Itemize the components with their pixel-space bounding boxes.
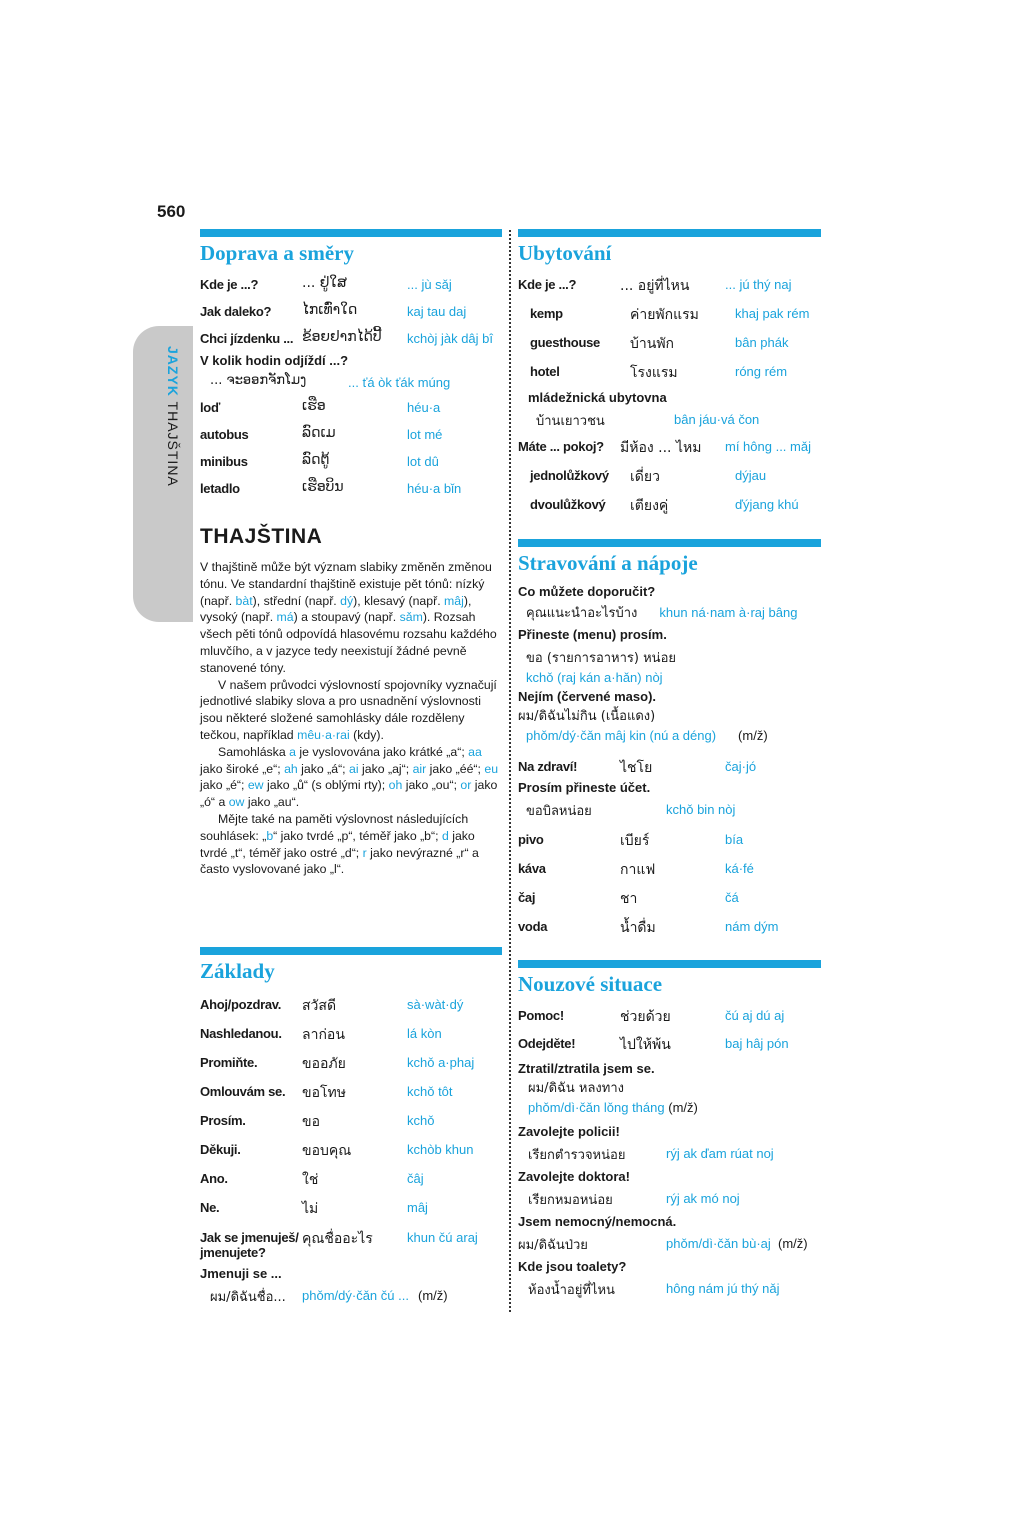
thai-text: ผม/ดิฉันป่วย	[518, 1238, 588, 1253]
stravovani-menu: Přineste (menu) prosím.	[518, 627, 667, 642]
stravovani-recommend-row	[518, 601, 821, 625]
pronunciation: lot dû	[407, 454, 439, 469]
czech-phrase: Kde je ...?	[200, 277, 259, 292]
zaklady-name-question	[200, 1226, 502, 1264]
czech-phrase: káva	[518, 861, 546, 876]
thajstina-heading: THAJŠTINA	[200, 525, 323, 548]
pronunciation: kchǒ bin nòj	[666, 802, 736, 817]
stravovani-menu-pron	[518, 668, 821, 687]
pronunciation: khun čú araj	[407, 1230, 478, 1245]
thai-text: ขอบิลหน่อย	[526, 804, 592, 819]
room-row	[518, 463, 821, 492]
pronunciation: rýj ak mó noj	[666, 1191, 740, 1206]
thai-text: ชา	[620, 891, 638, 907]
text-segment: jako „á“;	[297, 761, 350, 776]
text-segment: jako „é“;	[200, 778, 248, 793]
section-bar	[518, 229, 821, 237]
pronunciation: čú aj dú aj	[725, 1008, 785, 1023]
pronunciation: kchǒ tôt	[407, 1084, 453, 1099]
section-ubytovani	[518, 229, 821, 521]
phrase-row	[518, 1003, 821, 1031]
section-zaklady	[200, 947, 502, 1307]
thai-text: โรงแรม	[630, 365, 678, 381]
thai-text: ເຮືອບິນ	[302, 479, 344, 495]
pronunciation: phǒm/dì·čǎn bù·aj	[666, 1236, 771, 1251]
text-segment: Samohláska	[218, 744, 290, 759]
czech-phrase: Máte ... pokoj?	[518, 439, 604, 454]
czech-phrase: Omlouvám se.	[200, 1084, 286, 1099]
thai-text: ผม/ดิฉันไม่กิน (เนื้อแดง)	[518, 709, 656, 724]
gender-note: (m/ž)	[668, 1100, 698, 1115]
thai-text: ผม/ดิฉันชื่อ...	[210, 1290, 286, 1305]
phrase-row	[200, 992, 502, 1021]
czech-phrase: kemp	[530, 306, 563, 321]
section-title-nouzove: Nouzové situace	[518, 972, 663, 996]
thai-text: เรียกหมอหน่อย	[528, 1193, 613, 1208]
text-segment: (kdy).	[349, 727, 384, 742]
czech-phrase: Prosím.	[200, 1113, 246, 1128]
pronunciation: phǒm/dý·čǎn čú ...	[302, 1288, 409, 1303]
phrase-row	[200, 1050, 502, 1079]
czech-phrase: letadlo	[200, 481, 240, 496]
stravovani-menu-thai	[518, 648, 821, 668]
thai-text: เตียงคู่	[630, 498, 669, 514]
thai-text: ເຮືອ	[302, 398, 326, 414]
nouzove-police: Zavolejte policii!	[518, 1124, 620, 1139]
thai-text: เดี่ยว	[630, 469, 660, 485]
stravovani-meat-pron	[518, 726, 821, 754]
thai-text: ขอ	[302, 1114, 320, 1130]
thai-text: ລົດເມ	[302, 425, 336, 441]
phrase-row	[200, 1166, 502, 1195]
text-segment: V našem průvodci výslovností spojovníky vyznačují jednotlivé slabiky slova a pro usnadnění výslovnosti jsou některé složené samohlásky dále rozděleny tečkou, například	[200, 677, 497, 742]
nouzove-lost-thai	[518, 1078, 821, 1098]
pronunciation: héu·a bǐn	[407, 481, 462, 496]
text-segment: jako „ó“ a	[200, 778, 498, 810]
pronunciation-example: oh	[388, 778, 403, 793]
pronunciation: nám dým	[725, 919, 779, 934]
drink-row	[518, 827, 821, 856]
czech-phrase: jednolůžkový	[530, 468, 609, 483]
nouzove-doctor-row	[518, 1186, 821, 1212]
phrase-row	[200, 1079, 502, 1108]
pronunciation-example: dý	[340, 593, 354, 608]
section-thajstina	[200, 525, 500, 878]
side-tab	[133, 326, 193, 622]
thai-text: เรียกตำรวจหน่อย	[528, 1148, 626, 1163]
thai-text: มีห้อง ... ไหม	[620, 440, 702, 456]
pronunciation: khaj pak rém	[735, 306, 810, 321]
czech-phrase: Odejděte!	[518, 1036, 576, 1051]
section-title-zaklady: Základy	[200, 959, 275, 983]
czech-phrase: autobus	[200, 427, 249, 442]
side-tab-accent: JAZYK	[165, 346, 181, 397]
czech-phrase: Nashledanou.	[200, 1026, 282, 1041]
thai-text: กาแฟ	[620, 862, 656, 878]
gender-note: (m/ž)	[418, 1288, 448, 1303]
thai-text: ลาก่อน	[302, 1027, 345, 1043]
pronunciation: bân jáu·vá čon	[674, 412, 760, 427]
pronunciation: čâj	[407, 1171, 424, 1186]
vehicle-row	[200, 395, 502, 422]
czech-phrase: loď	[200, 400, 220, 415]
czech-phrase: voda	[518, 919, 548, 934]
pronunciation: ká·fé	[725, 861, 754, 876]
vehicle-row	[200, 476, 502, 503]
czech-phrase: pivo	[518, 832, 544, 847]
czech-phrase: Promiňte.	[200, 1055, 258, 1070]
text-segment: jako „au“.	[244, 795, 300, 810]
zaklady-name-answer: Jmenuji se ...	[200, 1266, 282, 1281]
pronunciation: mâj	[407, 1200, 428, 1215]
pronunciation-example: ai	[349, 761, 359, 776]
pronunciation: ... jù sǎj	[407, 277, 452, 292]
pronunciation: bân phák	[735, 335, 789, 350]
text-segment: jako nevýrazné „r“ a často vyslovované jako „l“.	[200, 845, 479, 877]
text-segment: jako „éé“;	[426, 761, 485, 776]
pronunciation: ... jú thý naj	[725, 277, 792, 292]
nouzove-sick-row	[518, 1231, 821, 1257]
stravovani-bill: Prosím přineste účet.	[518, 780, 651, 795]
czech-phrase: Ano.	[200, 1171, 228, 1186]
text-segment: jako „ů“ (s oblými rty);	[263, 778, 389, 793]
czech-phrase: hotel	[530, 364, 560, 379]
thai-text: ขอบคุณ	[302, 1143, 352, 1159]
section-title-doprava: Doprava a směry	[200, 241, 354, 265]
czech-phrase: čaj	[518, 890, 536, 905]
thai-text: ผม/ดิฉัน หลงทาง	[528, 1081, 624, 1096]
doprava-question-row	[200, 370, 502, 395]
stravovani-meat: Nejím (červené maso).	[518, 689, 657, 704]
vehicle-row	[200, 449, 502, 476]
pronunciation: ... ťá òk ťák múng	[348, 375, 451, 390]
nouzove-sick: Jsem nemocný/nemocná.	[518, 1214, 677, 1229]
pronunciation: kchòb khun	[407, 1142, 474, 1157]
pronunciation: ďýjang khú	[735, 497, 799, 512]
pronunciation: čá	[725, 890, 739, 905]
thai-text: ไชโย	[620, 760, 653, 776]
nouzove-toilet-row	[518, 1276, 821, 1302]
text-segment: je vyslovována jako krátké „a“;	[295, 744, 469, 759]
pronunciation: lá kòn	[407, 1026, 442, 1041]
thai-text: บ้านพัก	[630, 336, 675, 352]
thai-text: ລົດຕູ້	[302, 452, 330, 468]
pronunciation-example: or	[460, 778, 472, 793]
text-segment: ), vysoký (např.	[200, 593, 472, 625]
ubytovani-hostel: mládežnická ubytovna	[528, 390, 667, 405]
column-divider	[509, 230, 511, 1312]
ubytovani-room-row	[518, 434, 821, 463]
pronunciation-example: mâj	[444, 593, 464, 608]
czech-phrase: Chci jízdenku ...	[200, 331, 294, 346]
gender-note: (m/ž)	[778, 1236, 808, 1251]
thai-text: ... ຢູ່ໃສ	[302, 275, 347, 291]
nouzove-lost-pron	[518, 1098, 821, 1122]
pronunciation: phǒm/dì·čǎn lǒng tháng	[528, 1100, 665, 1115]
czech-phrase: Jak se jmenuješ/ jmenujete?	[200, 1230, 299, 1260]
thai-text: ... ຈະອອກຈັກໂມງ	[210, 373, 307, 388]
pronunciation: rýj ak ďam rúat noj	[666, 1146, 774, 1161]
pronunciation-example: mêu·a·rai	[297, 727, 350, 742]
czech-phrase: Ahoj/pozdrav.	[200, 997, 282, 1012]
pronunciation: lot mé	[407, 427, 443, 442]
pronunciation-example: aa	[468, 744, 482, 759]
nouzove-doctor: Zavolejte doktora!	[518, 1169, 630, 1184]
thai-text: ค่ายพักแรม	[630, 307, 699, 323]
pronunciation: kchǒ	[407, 1113, 435, 1128]
phrase-row	[200, 1021, 502, 1050]
pronunciation: phǒm/dý·čǎn mâj kin (nú a déng)	[526, 728, 717, 743]
phrase-row	[200, 299, 502, 326]
pronunciation-example: eu	[484, 761, 499, 776]
thajstina-paragraph-1	[200, 559, 500, 677]
phrase-row	[200, 272, 502, 299]
czech-phrase: minibus	[200, 454, 248, 469]
text-segment: jako „ou“;	[402, 778, 461, 793]
stravovani-drinks	[518, 827, 821, 943]
pronunciation: kaj tau daj	[407, 304, 467, 319]
stravovani-meat-thai	[518, 706, 821, 726]
nouzove-toilet: Kde jsou toalety?	[518, 1259, 627, 1274]
side-tab-rest: THAJŠTINA	[165, 396, 181, 487]
page-number: 560	[157, 202, 186, 221]
nouzove-lost: Ztratil/ztratila jsem se.	[518, 1061, 655, 1076]
section-bar	[200, 229, 502, 237]
text-segment: ) a stoupavý (např.	[293, 610, 400, 625]
czech-phrase: Děkuji.	[200, 1142, 241, 1157]
thai-text: ขอ (รายการอาหาร) หน่อย	[526, 651, 676, 666]
pronunciation: kchǒ (raj kán a·hǎn) nòj	[526, 670, 663, 685]
thai-text: สวัสดี	[302, 998, 337, 1014]
drink-row	[518, 914, 821, 943]
section-doprava	[200, 229, 502, 503]
thai-text: ไม่	[302, 1201, 319, 1217]
text-segment: Mějte také na paměti výslovnost následujících souhlásek: „	[200, 811, 469, 843]
pronunciation-example: bàt	[235, 593, 253, 608]
pronunciation: dýjau	[735, 468, 767, 483]
thai-text: ... อยู่ที่ไหน	[620, 278, 690, 294]
drink-row	[518, 885, 821, 914]
pronunciation-example: a	[289, 744, 296, 759]
section-title-stravovani: Stravování a nápoje	[518, 551, 698, 575]
czech-phrase: Na zdraví!	[518, 759, 578, 774]
pronunciation: héu·a	[407, 400, 441, 415]
thai-text: คุณชื่ออะไร	[302, 1231, 373, 1247]
thai-text: ຂ້ອຍຢາກໄດ້ປີ້	[302, 329, 382, 345]
thai-text: ໄກເທົ່າໃດ	[302, 302, 358, 318]
pronunciation-example: r	[362, 845, 367, 860]
pronunciation: čaj·jó	[725, 759, 757, 774]
doprava-rows	[200, 272, 502, 353]
czech-phrase: Ne.	[200, 1200, 220, 1215]
pronunciation: sà·wàt·dý	[407, 997, 464, 1012]
drink-row	[518, 856, 821, 885]
thai-text: น้ำดื่ม	[620, 920, 656, 936]
pronunciation: bía	[725, 832, 744, 847]
section-stravovani	[518, 539, 821, 943]
phrase-row	[200, 326, 502, 353]
section-title-ubytovani: Ubytování	[518, 241, 612, 265]
thai-text: ขอโทษ	[302, 1085, 346, 1101]
thai-text: ไปให้พ้น	[620, 1037, 671, 1053]
pronunciation: róng rém	[735, 364, 788, 379]
czech-phrase: dvoulůžkový	[530, 497, 606, 512]
pronunciation-example: má	[276, 610, 294, 625]
pronunciation-example: air	[412, 761, 427, 776]
section-bar	[200, 947, 502, 955]
pronunciation: kchòj jàk dâj bî	[407, 331, 493, 346]
thai-text: ช่วยด้วย	[620, 1009, 671, 1025]
ubytovani-rooms	[518, 463, 821, 521]
text-segment: jako tvrdé „t“, téměř jako ostré „d“;	[200, 828, 475, 860]
czech-phrase: Kde je ...?	[518, 277, 577, 292]
text-segment: ), klesavý (např.	[353, 593, 445, 608]
ubytovani-types	[518, 301, 821, 388]
ubytovani-where-row	[518, 272, 821, 301]
accommodation-row	[518, 330, 821, 359]
section-bar	[518, 539, 821, 547]
czech-phrase: guesthouse	[530, 335, 600, 350]
stravovani-cheers-row	[518, 754, 821, 778]
pronunciation-example: b	[266, 828, 274, 843]
section-bar	[518, 960, 821, 968]
stravovani-bill-row	[518, 797, 821, 827]
pronunciation: hông nám jú thý nǎj	[666, 1281, 780, 1296]
nouzove-rows	[518, 1003, 821, 1059]
accommodation-row	[518, 301, 821, 330]
pronunciation: mí hông ... mǎj	[725, 439, 811, 454]
room-row	[518, 492, 821, 521]
text-segment: ). Rozsah všech pěti tónů odpovídá hlasovému rozsahu každého mluvčího, a v jazyce tedy neexistují žádné pevně stanovené tóny.	[200, 610, 497, 675]
thai-text: ห้องน้ำอยู่ที่ไหน	[528, 1283, 615, 1298]
zaklady-rows	[200, 992, 502, 1224]
text-segment: ), střední (např.	[252, 593, 341, 608]
pronunciation-example: ew	[247, 778, 264, 793]
phrase-row	[518, 1031, 821, 1059]
thai-text: บ้านเยาวชน	[536, 414, 605, 429]
thajstina-paragraph-2	[200, 677, 500, 744]
thajstina-paragraph-3	[200, 744, 500, 811]
vehicle-row	[200, 422, 502, 449]
pronunciation: baj hâj pón	[725, 1036, 789, 1051]
phrase-row	[200, 1137, 502, 1166]
pronunciation: khun ná·nam à·raj bâng	[659, 605, 798, 620]
pronunciation: kchǒ a·phaj	[407, 1055, 475, 1070]
section-nouzove	[518, 960, 821, 1302]
doprava-question: V kolik hodin odjíždí ...?	[200, 353, 349, 368]
czech-phrase: Pomoc!	[518, 1008, 564, 1023]
doprava-vehicles	[200, 395, 502, 503]
pronunciation-example: sǎm	[399, 610, 423, 625]
thai-text: ใช่	[302, 1172, 319, 1188]
text-segment: jako „aj“;	[358, 761, 413, 776]
czech-phrase: Jak daleko?	[200, 304, 272, 319]
text-segment: V thajštině může být význam slabiky změněn změnou tónu. Ve standardní thajštině existuje pět tónů: nízký (např.	[200, 560, 492, 608]
text-segment: jako široké „e“;	[200, 761, 285, 776]
pronunciation-example: d	[441, 828, 449, 843]
accommodation-row	[518, 359, 821, 388]
ubytovani-hostel-row	[518, 407, 821, 434]
phrase-row	[200, 1108, 502, 1137]
zaklady-name-answer-row	[200, 1283, 502, 1307]
thajstina-paragraph-4	[200, 811, 500, 878]
phrase-row	[200, 1195, 502, 1224]
pronunciation-example: ow	[228, 795, 245, 810]
nouzove-police-row	[518, 1141, 821, 1167]
thai-text: คุณแนะนำอะไรบ้าง	[526, 606, 638, 621]
thai-text: เบียร์	[620, 833, 650, 849]
pronunciation-example: ah	[284, 761, 298, 776]
thai-text: ขออภัย	[302, 1056, 346, 1072]
stravovani-recommend: Co můžete doporučit?	[518, 584, 656, 599]
side-tab-label	[165, 346, 181, 487]
gender-note: (m/ž)	[738, 728, 768, 743]
text-segment: “ jako tvrdé „p“, téměř jako „b“;	[273, 828, 442, 843]
